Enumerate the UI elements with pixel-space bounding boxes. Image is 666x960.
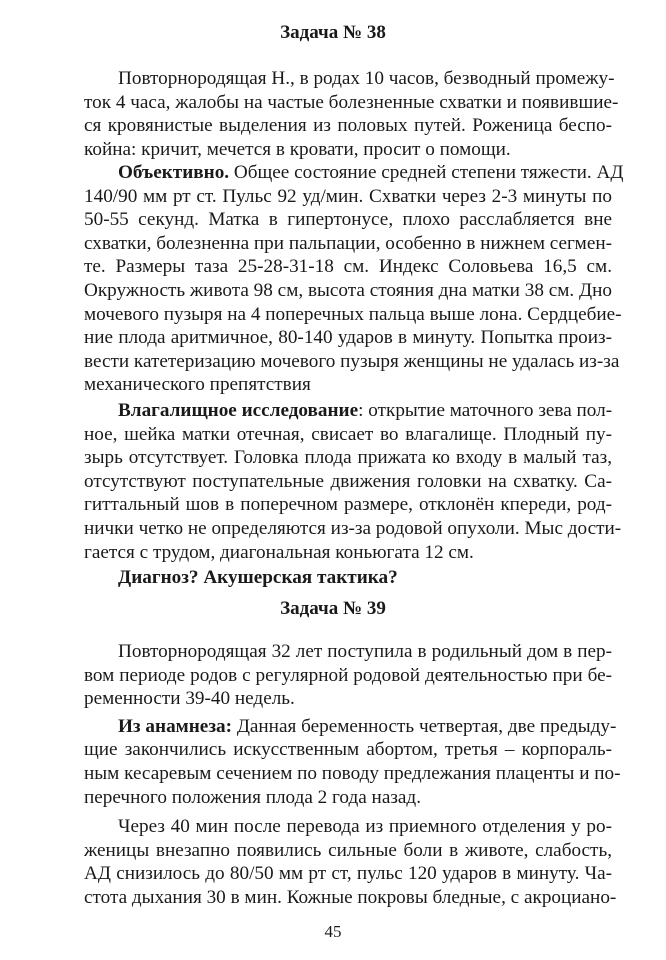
text-line: женицы внезапно появились сильные боли в животе, слабость, [84,839,612,861]
text-line: вести катетеризацию мочевого пузыря женщины не удалась из-за [84,350,620,372]
text-line: те. Размеры таза 25-28-31-18 см. Индекс Соловьева 16,5 см. [84,256,612,278]
text-line: ся кровянистые выделения из половых путей. Роженица беспо- [84,115,612,137]
objective-label: Объективно. [118,162,230,183]
text-line [84,399,612,423]
anamnesis-label: Из анамнеза: [118,715,233,737]
text-line: щие закончились искусственным абортом, третья – корпораль- [84,739,612,761]
vaginal-exam-label: Влагалищное исследование [118,399,359,421]
text-line: 140/90 мм рт ст. Пульс 92 уд/мин. Схватки через 2-3 минуты по [84,185,612,207]
text-line: зырь отсутствует. Головка плода прижата ко входу в малый таз, [84,447,612,469]
text-line: перечного положения плода 2 года назад. [84,786,421,808]
text-line: отсутствуют поступательные движения головки на схватку. Са- [84,470,612,492]
page-number: 45 [324,922,342,941]
task-39-body [84,640,621,910]
task-38-title: Задача № 38 [280,22,386,43]
text-line: ное, шейка матки отечная, свисает во влагалище. Плодный пу- [84,423,612,445]
task-38-intro [84,67,619,161]
text-line: ние плода аритмичное, 80-140 ударов в минуту. Попытка произ- [84,327,612,349]
text-line: стота дыхания 30 в мин. Кожные покровы бледные, с акроциано- [84,886,617,908]
text-line: механического препятствия [84,374,311,396]
text-line [84,161,624,185]
text-line: 50-55 секунд. Матка в гипертонусе, плохо расслабляется вне [84,209,612,231]
anamnesis-text: Данная беременность четвертая, две предыду- [232,715,617,737]
text-line: схватки, болезненна при пальпации, особенно в нижнем сегмен- [84,232,612,254]
text-line: вом периоде родов с регулярной родовой деятельностью при бе- [84,664,612,686]
text-line: гается с трудом, диагональная коньюгата 12 см. [84,541,474,563]
text-line: ременности 39-40 недель. [84,688,295,710]
text-line: ным кесаревым сечением по поводу предлежания плаценты и по- [84,762,621,784]
objective-text: Общее состояние средней степени тяжести. АД [229,162,624,183]
text-line: койна: кричит, мечется в кровати, просит о помощи. [84,138,511,160]
text-line: ток 4 часа, жалобы на частые болезненные схватки и появившие- [84,91,619,113]
text-line: нички четко не определяются из-за родовой опухоли. Мыс дости- [84,517,622,539]
vaginal-exam-text: : открытие маточного зева пол- [358,399,613,421]
text-line: гиттальный шов в поперечном размере, отклонён кпереди, род- [84,494,612,516]
task-38-question: Диагноз? Акушерская тактика? [118,567,398,589]
text-line: Окружность живота 98 см, высота стояния дна матки 38 см. Дно [84,279,612,301]
text-line: Повторнородящая Н., в родах 10 часов, безводный промежу- [118,68,615,89]
task-38-objective [84,161,624,590]
text-line: АД снизилось до 80/50 мм рт ст, пульс 120 ударов в минуту. Ча- [84,863,612,885]
text-line [84,715,617,739]
task-39-title: Задача № 39 [280,598,386,619]
text-line: Через 40 мин после перевода из приемного отделения у ро- [118,816,612,838]
text-line: мочевого пузыря на 4 поперечных пальца выше лона. Сердцебие- [84,303,622,325]
text-line: Повторнородящая 32 лет поступила в родильный дом в пер- [118,641,612,662]
